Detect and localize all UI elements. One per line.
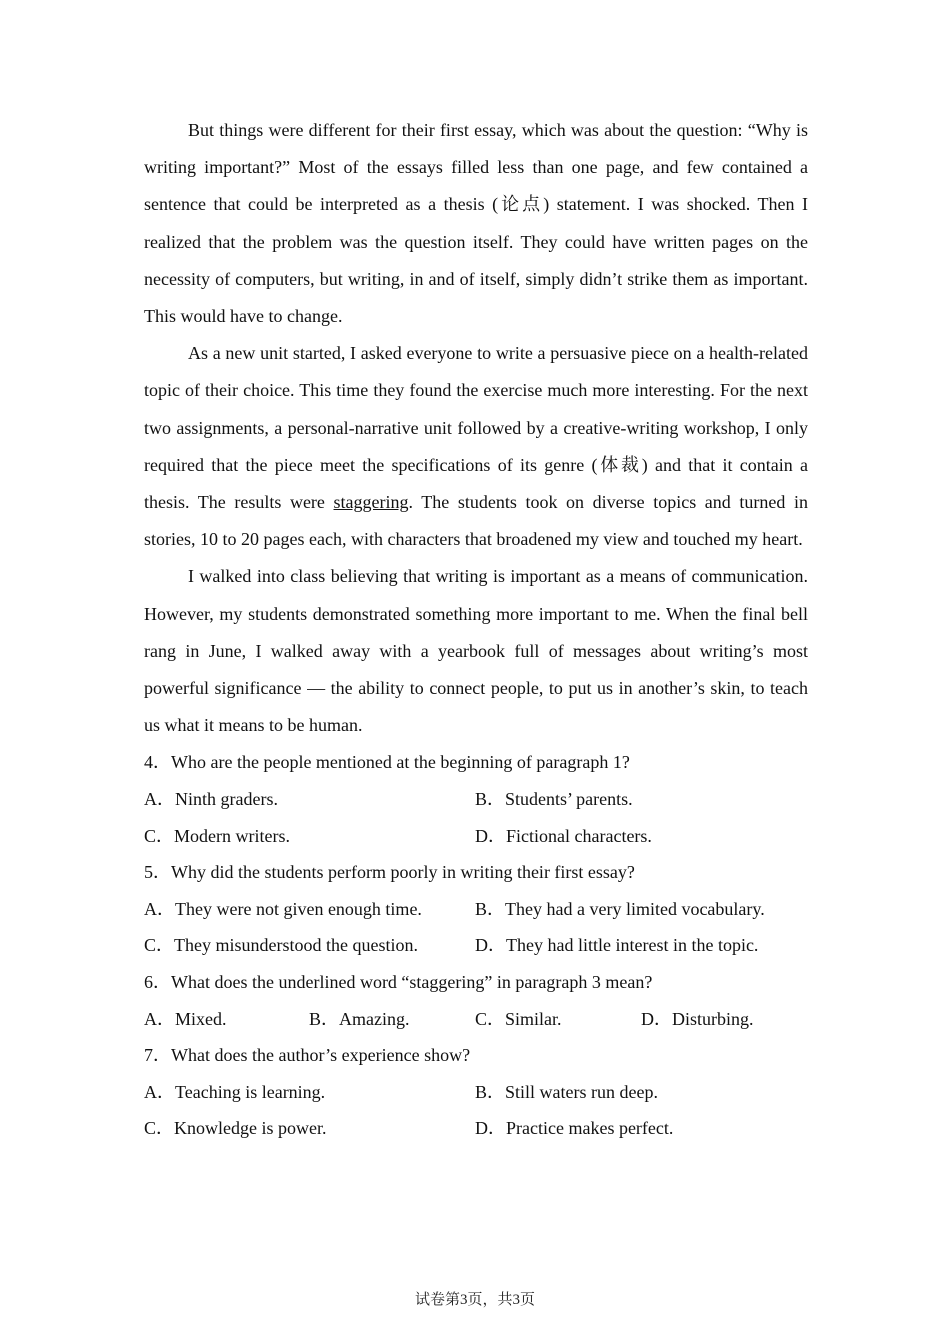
option-c[interactable]: C．Knowledge is power. — [144, 1118, 327, 1139]
question-7 — [144, 1037, 808, 1074]
question-number: 6． — [144, 972, 171, 993]
paragraph-2-text-after: . The students took on diverse topics and turned in stories, 10 to 20 pages each, with characters that broadened my view and touched my heart. — [144, 492, 808, 550]
option-d[interactable]: D．Disturbing. — [641, 1008, 754, 1029]
question-text: What does the author’s experience show? — [171, 1045, 471, 1066]
question-4-options-row-2 — [144, 818, 808, 855]
option-b[interactable]: B．They had a very limited vocabulary. — [475, 898, 765, 919]
exam-page — [144, 112, 808, 1147]
option-a[interactable]: A．Teaching is learning. — [144, 1081, 326, 1102]
option-c[interactable]: C．They misunderstood the question. — [144, 935, 418, 956]
paragraph-2-text-before: As a new unit started, I asked everyone to write a persuasive piece on a health-related topic of their choice. This time they found the exercise much more interesting. For the next two assignments, a personal-narrative unit followed by a creative-writing workshop, I only required that the piece meet the specifications of its genre (体裁) and that it contain a thesis. The results were — [144, 343, 808, 513]
option-c[interactable]: C．Similar. — [475, 1008, 562, 1029]
option-d[interactable]: D．Practice makes perfect. — [475, 1118, 674, 1139]
question-5-options-row-1 — [144, 891, 808, 928]
question-5 — [144, 854, 808, 891]
option-d[interactable]: D．Fictional characters. — [475, 825, 652, 846]
option-a[interactable]: A．They were not given enough time. — [144, 898, 422, 919]
option-a[interactable]: A．Ninth graders. — [144, 789, 278, 810]
passage-paragraph-1: But things were different for their first essay, which was about the question: “Why is writing important?” Most of the essays filled less than one page, and few contained a sentence that could be interpreted as a thesis (论点) statement. I was shocked. Then I realized that the problem was the question itself. They could have written pages on the necessity of computers, but writing, in and of itself, simply didn’t strike them as important. This would have to change. — [144, 120, 808, 327]
question-number: 4． — [144, 752, 171, 773]
question-text: Why did the students perform poorly in writing their first essay? — [171, 862, 635, 883]
question-number: 7． — [144, 1045, 171, 1066]
question-4-options-row-1 — [144, 781, 808, 818]
page-footer: 试卷第3页，共3页 — [414, 1292, 535, 1308]
option-a[interactable]: A．Mixed. — [144, 1008, 227, 1029]
option-b[interactable]: B．Still waters run deep. — [475, 1081, 658, 1102]
question-6-options-row — [144, 1001, 808, 1038]
question-number: 5． — [144, 862, 171, 883]
option-d[interactable]: D．They had little interest in the topic. — [475, 935, 759, 956]
underlined-word-staggering: staggering — [333, 492, 409, 513]
option-b[interactable]: B．Students’ parents. — [475, 789, 633, 810]
question-7-options-row-2 — [144, 1110, 808, 1147]
question-7-options-row-1 — [144, 1074, 808, 1111]
question-5-options-row-2 — [144, 927, 808, 964]
question-4 — [144, 744, 808, 781]
option-b[interactable]: B．Amazing. — [309, 1008, 410, 1029]
question-text: Who are the people mentioned at the beginning of paragraph 1? — [171, 752, 630, 773]
option-c[interactable]: C．Modern writers. — [144, 825, 290, 846]
question-text: What does the underlined word “staggering” in paragraph 3 mean? — [171, 972, 653, 993]
question-6 — [144, 964, 808, 1001]
passage-paragraph-2 — [144, 335, 808, 558]
passage-paragraph-3: I walked into class believing that writing is important as a means of communication. However, my students demonstrated something more important to me. When the final bell rang in June, I walked away with a yearbook full of messages about writing’s most powerful significance — the ability to connect people, to put us in another’s skin, to teach us what it means to be human. — [144, 566, 808, 736]
